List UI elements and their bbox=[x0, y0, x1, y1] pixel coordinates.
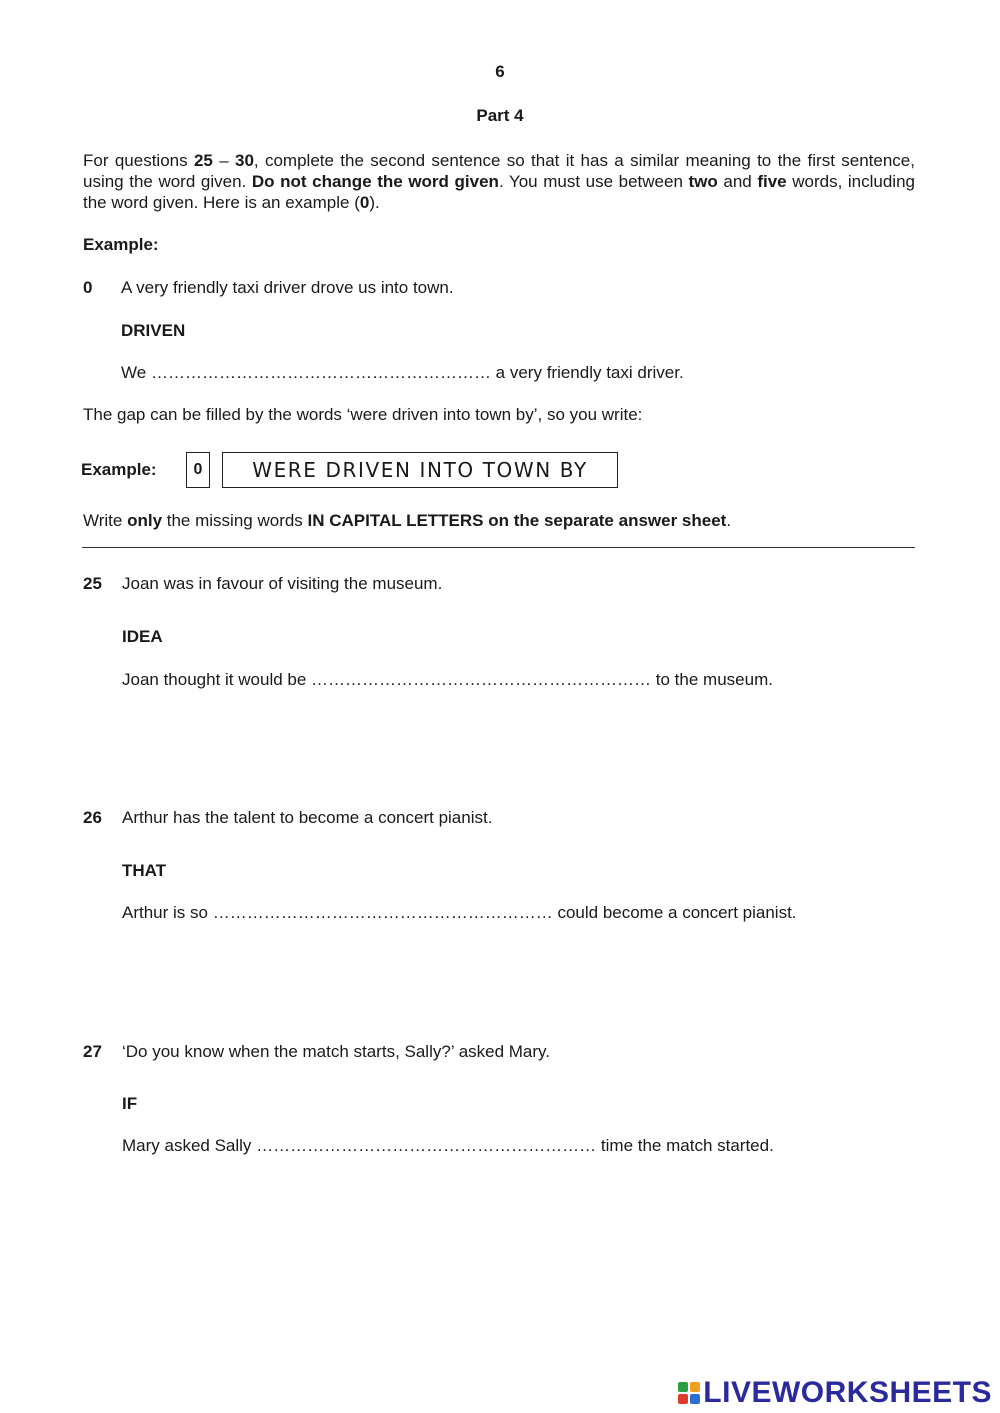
liveworksheets-logo bbox=[678, 1376, 992, 1410]
question-sentence: Arthur has the talent to become a concert pianist. bbox=[122, 808, 493, 827]
example-sentence: A very friendly taxi driver drove us into town. bbox=[121, 278, 454, 297]
question-keyword: THAT bbox=[122, 861, 167, 880]
example-gap: …………………………………………………… bbox=[150, 363, 491, 382]
question-completion bbox=[122, 670, 773, 690]
intro-text: , complete the second sentence so that it has a similar meaning to the first sentence, using the word given. bbox=[83, 151, 915, 191]
instruction-text: the missing words bbox=[162, 511, 308, 530]
intro-range-end: 30 bbox=[235, 151, 254, 170]
question-completion bbox=[122, 903, 797, 923]
page-number: 6 bbox=[495, 62, 505, 81]
intro-range-start: 25 bbox=[193, 151, 213, 170]
instructions-paragraph bbox=[83, 150, 915, 213]
intro-emphasis: Do not change the word given bbox=[251, 172, 499, 191]
intro-text: and bbox=[717, 172, 758, 191]
completion-start: Arthur is so bbox=[122, 903, 208, 922]
instruction-text: . bbox=[726, 511, 732, 530]
completion-start: Joan thought it would be bbox=[122, 670, 307, 689]
question-completion bbox=[122, 1136, 774, 1156]
logo-block bbox=[678, 1394, 688, 1404]
answer-example-box: WERE DRIVEN INTO TOWN BY bbox=[222, 452, 618, 488]
logo-block bbox=[678, 1382, 688, 1392]
instruction-emphasis: only bbox=[127, 511, 163, 530]
instruction-text: Write bbox=[83, 511, 128, 530]
intro-text: . You must use between bbox=[498, 172, 689, 191]
question-sentence: ‘Do you know when the match starts, Sally?’ asked Mary. bbox=[122, 1042, 551, 1061]
question-keyword: IDEA bbox=[122, 627, 163, 646]
intro-emphasis: two bbox=[688, 172, 718, 191]
example-number: 0 bbox=[83, 278, 93, 297]
question-number: 26 bbox=[83, 808, 102, 827]
question-sentence: Joan was in favour of visiting the museum. bbox=[122, 574, 443, 593]
answer-gap[interactable]: …………………………………………………… bbox=[256, 1136, 597, 1155]
logo-block bbox=[690, 1394, 700, 1404]
question-number: 25 bbox=[83, 574, 102, 593]
example-keyword: DRIVEN bbox=[121, 321, 186, 340]
example-heading: Example: bbox=[83, 235, 159, 254]
example-completion bbox=[121, 363, 684, 383]
divider bbox=[82, 547, 915, 548]
logo-block bbox=[690, 1382, 700, 1392]
intro-text: For questions bbox=[83, 151, 194, 170]
example-start: We bbox=[121, 363, 147, 382]
intro-dash: – bbox=[212, 151, 235, 170]
answer-gap[interactable]: …………………………………………………… bbox=[311, 670, 652, 689]
instruction-emphasis: IN CAPITAL LETTERS on the separate answer sheet bbox=[307, 511, 727, 530]
intro-text: words, including the word given. Here is an example ( bbox=[83, 172, 915, 212]
completion-start: Mary asked Sally bbox=[122, 1136, 252, 1155]
answer-example-label: Example: bbox=[81, 460, 157, 479]
intro-text: ). bbox=[369, 193, 380, 212]
intro-emphasis: five bbox=[757, 172, 787, 191]
answer-gap[interactable]: …………………………………………………… bbox=[212, 903, 553, 922]
part-title: Part 4 bbox=[476, 106, 524, 125]
example-end: a very friendly taxi driver. bbox=[495, 363, 684, 382]
completion-end: could become a concert pianist. bbox=[557, 903, 797, 922]
answer-instruction bbox=[83, 511, 731, 531]
intro-emphasis: 0 bbox=[359, 193, 370, 212]
gap-explanation: The gap can be filled by the words ‘were driven into town by’, so you write: bbox=[83, 405, 643, 424]
logo-text: LIVEWORKSHEETS bbox=[703, 1376, 992, 1409]
question-keyword: IF bbox=[122, 1094, 138, 1113]
logo-blocks-icon bbox=[678, 1382, 700, 1404]
completion-end: to the museum. bbox=[655, 670, 773, 689]
answer-example-number-box: 0 bbox=[186, 452, 210, 488]
question-number: 27 bbox=[83, 1042, 102, 1061]
completion-end: time the match started. bbox=[600, 1136, 774, 1155]
